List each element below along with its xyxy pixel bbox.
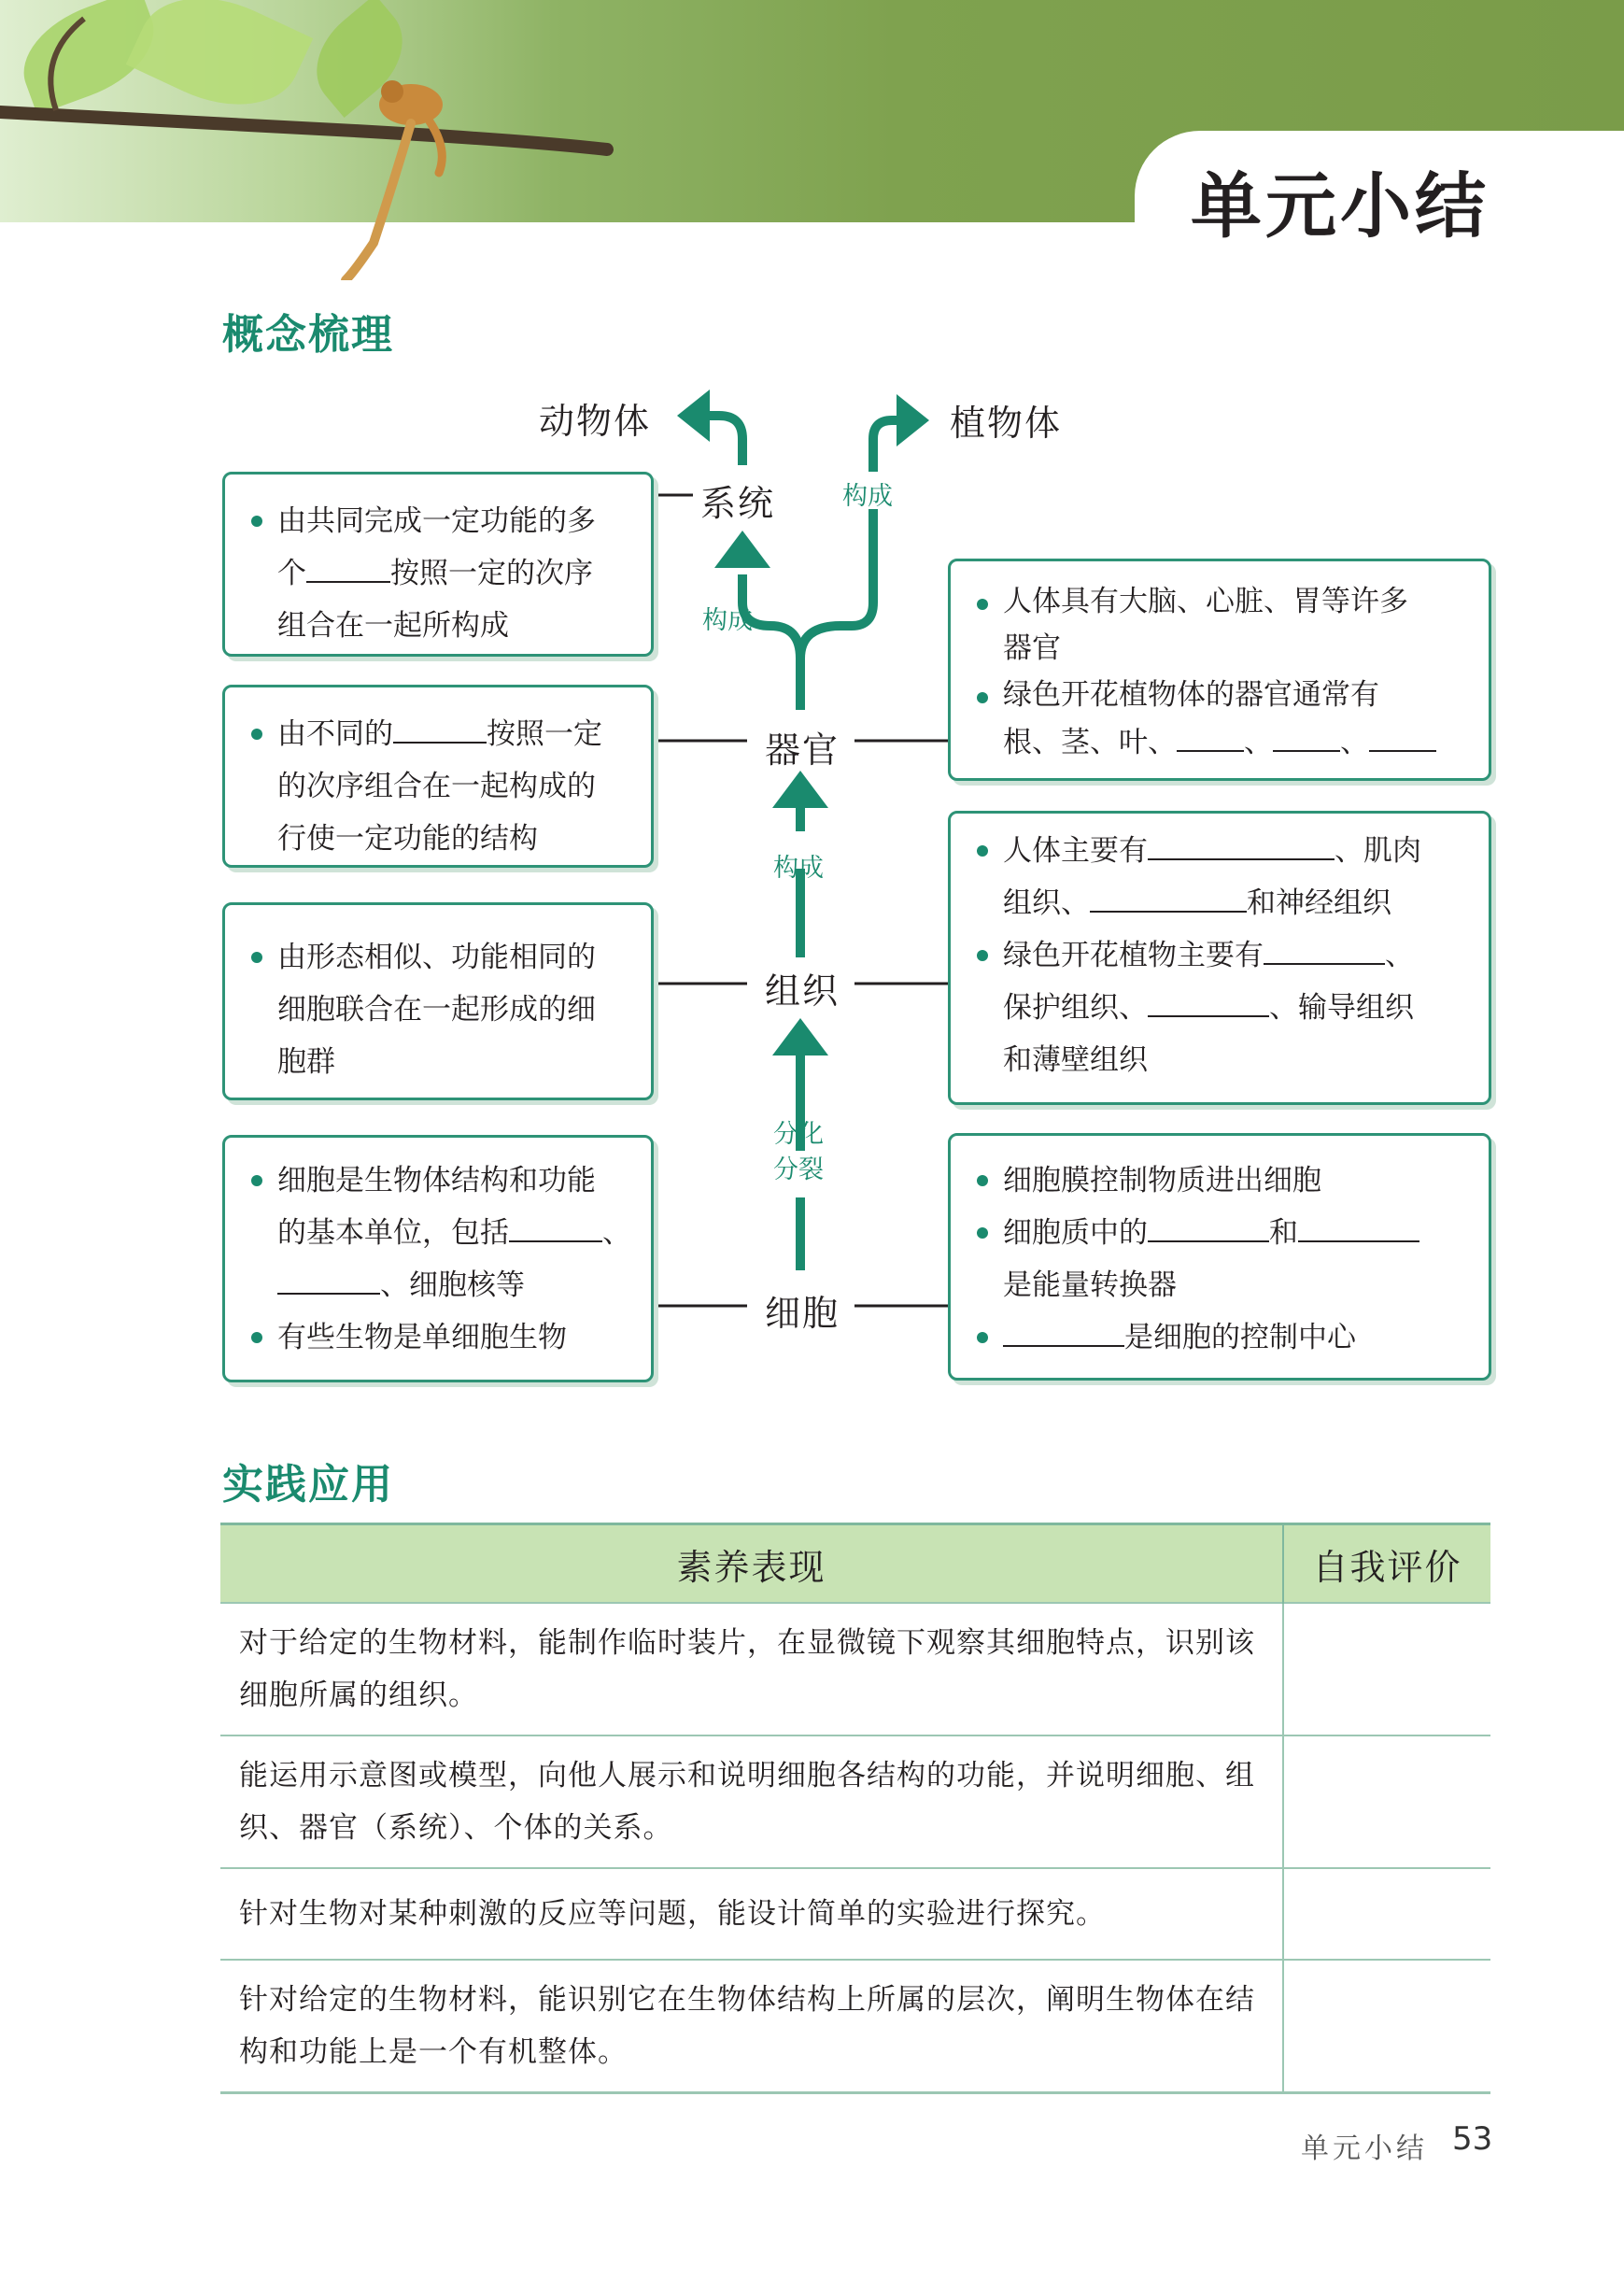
footer-section-name: 单元小结 bbox=[1301, 2132, 1428, 2165]
blank-line[interactable] bbox=[1298, 1209, 1419, 1242]
arrow-label-divide: 分裂 bbox=[773, 1155, 824, 1184]
table-cell-performance: 能运用示意图或模型，向他人展示和说明细胞各结构的功能，并说明细胞、组织、器官（系统）、个体的关系。 bbox=[220, 1735, 1283, 1868]
node-tissue: 组织 bbox=[765, 970, 840, 1012]
blank-line[interactable] bbox=[1177, 718, 1244, 752]
table-cell-evaluation[interactable] bbox=[1283, 1735, 1490, 1868]
node-animal: 动物体 bbox=[539, 401, 652, 442]
list-item: 绿色开花植物主要有 、 保护组织、 、输导组织 和薄壁组织 bbox=[975, 929, 1470, 1086]
list-item: 有些生物是单细胞生物 bbox=[249, 1311, 632, 1364]
table-row bbox=[220, 1603, 1490, 1735]
box-cell-examples bbox=[948, 1133, 1491, 1381]
blank-line[interactable] bbox=[1273, 718, 1340, 752]
table-row bbox=[220, 1868, 1490, 1960]
blank-line[interactable] bbox=[509, 1209, 602, 1242]
table-header-performance: 素养表现 bbox=[220, 1524, 1283, 1604]
arrow-label-compose: 构成 bbox=[773, 854, 824, 883]
list-item: 绿色开花植物体的器官通常有 根、茎、叶、 、 、 bbox=[975, 672, 1470, 766]
blank-line[interactable] bbox=[1148, 827, 1335, 860]
node-organ: 器官 bbox=[765, 730, 840, 771]
section-title-concept: 概念梳理 bbox=[222, 311, 394, 359]
arrow-label-compose: 构成 bbox=[842, 482, 893, 511]
blank-line[interactable] bbox=[1148, 1209, 1269, 1242]
node-cell: 细胞 bbox=[765, 1293, 840, 1334]
blank-line[interactable] bbox=[1264, 931, 1385, 965]
table-header-row bbox=[220, 1524, 1490, 1604]
table-cell-performance: 针对生物对某种刺激的反应等问题，能设计简单的实验进行探究。 bbox=[220, 1868, 1283, 1960]
list-item: 是细胞的控制中心 bbox=[975, 1311, 1470, 1364]
list-item: 人体主要有 、肌肉 组织、 和神经组织 bbox=[975, 825, 1470, 929]
box-tissue-examples bbox=[948, 811, 1491, 1105]
table-cell-evaluation[interactable] bbox=[1283, 1960, 1490, 2093]
node-plant: 植物体 bbox=[950, 403, 1063, 444]
table-cell-performance: 对于给定的生物材料，能制作临时装片，在显微镜下观察其细胞特点，识别该细胞所属的组织。 bbox=[220, 1603, 1283, 1735]
blank-line[interactable] bbox=[1090, 879, 1247, 913]
list-item: 人体具有大脑、心脏、胃等许多 器官 bbox=[975, 578, 1470, 672]
blank-line[interactable] bbox=[277, 1261, 380, 1295]
blank-line[interactable] bbox=[393, 710, 487, 744]
table-cell-evaluation[interactable] bbox=[1283, 1868, 1490, 1960]
arrow-label-differentiate: 分化 bbox=[773, 1120, 824, 1149]
table-cell-performance: 针对给定的生物材料，能识别它在生物体结构上所属的层次，阐明生物体在结构和功能上是一个有机整体。 bbox=[220, 1960, 1283, 2093]
table-header-self-evaluation: 自我评价 bbox=[1283, 1524, 1490, 1604]
table-row bbox=[220, 1960, 1490, 2093]
section-title-practice: 实践应用 bbox=[222, 1461, 394, 1509]
blank-line[interactable] bbox=[1369, 718, 1436, 752]
box-organ-definition bbox=[222, 685, 654, 868]
table-cell-evaluation[interactable] bbox=[1283, 1603, 1490, 1735]
list-item: 细胞是生物体结构和功能 的基本单位，包括 、 、细胞核等 bbox=[249, 1155, 632, 1311]
blank-line[interactable] bbox=[1148, 984, 1269, 1017]
arrow-label-compose: 构成 bbox=[702, 606, 753, 635]
table-row bbox=[220, 1735, 1490, 1868]
list-item: 由形态相似、功能相同的 细胞联合在一起形成的细 胞群 bbox=[249, 931, 632, 1088]
list-item: 细胞膜控制物质进出细胞 bbox=[975, 1155, 1470, 1207]
blank-line[interactable] bbox=[1003, 1313, 1124, 1347]
page-number: 53 bbox=[1452, 2120, 1493, 2158]
list-item: 由不同的 按照一定 的次序组合在一起构成的 行使一定功能的结构 bbox=[249, 708, 632, 865]
box-system-definition bbox=[222, 472, 654, 657]
self-evaluation-table bbox=[220, 1523, 1490, 2094]
list-item: 细胞质中的 和 是能量转换器 bbox=[975, 1207, 1470, 1311]
unit-title: 单元小结 bbox=[1191, 164, 1490, 248]
node-system: 系统 bbox=[700, 483, 776, 524]
box-cell-definition bbox=[222, 1135, 654, 1382]
box-tissue-definition bbox=[222, 902, 654, 1100]
box-organ-examples bbox=[948, 559, 1491, 781]
list-item: 由共同完成一定功能的多 个 按照一定的次序 组合在一起所构成 bbox=[249, 495, 632, 652]
blank-line[interactable] bbox=[306, 549, 390, 583]
